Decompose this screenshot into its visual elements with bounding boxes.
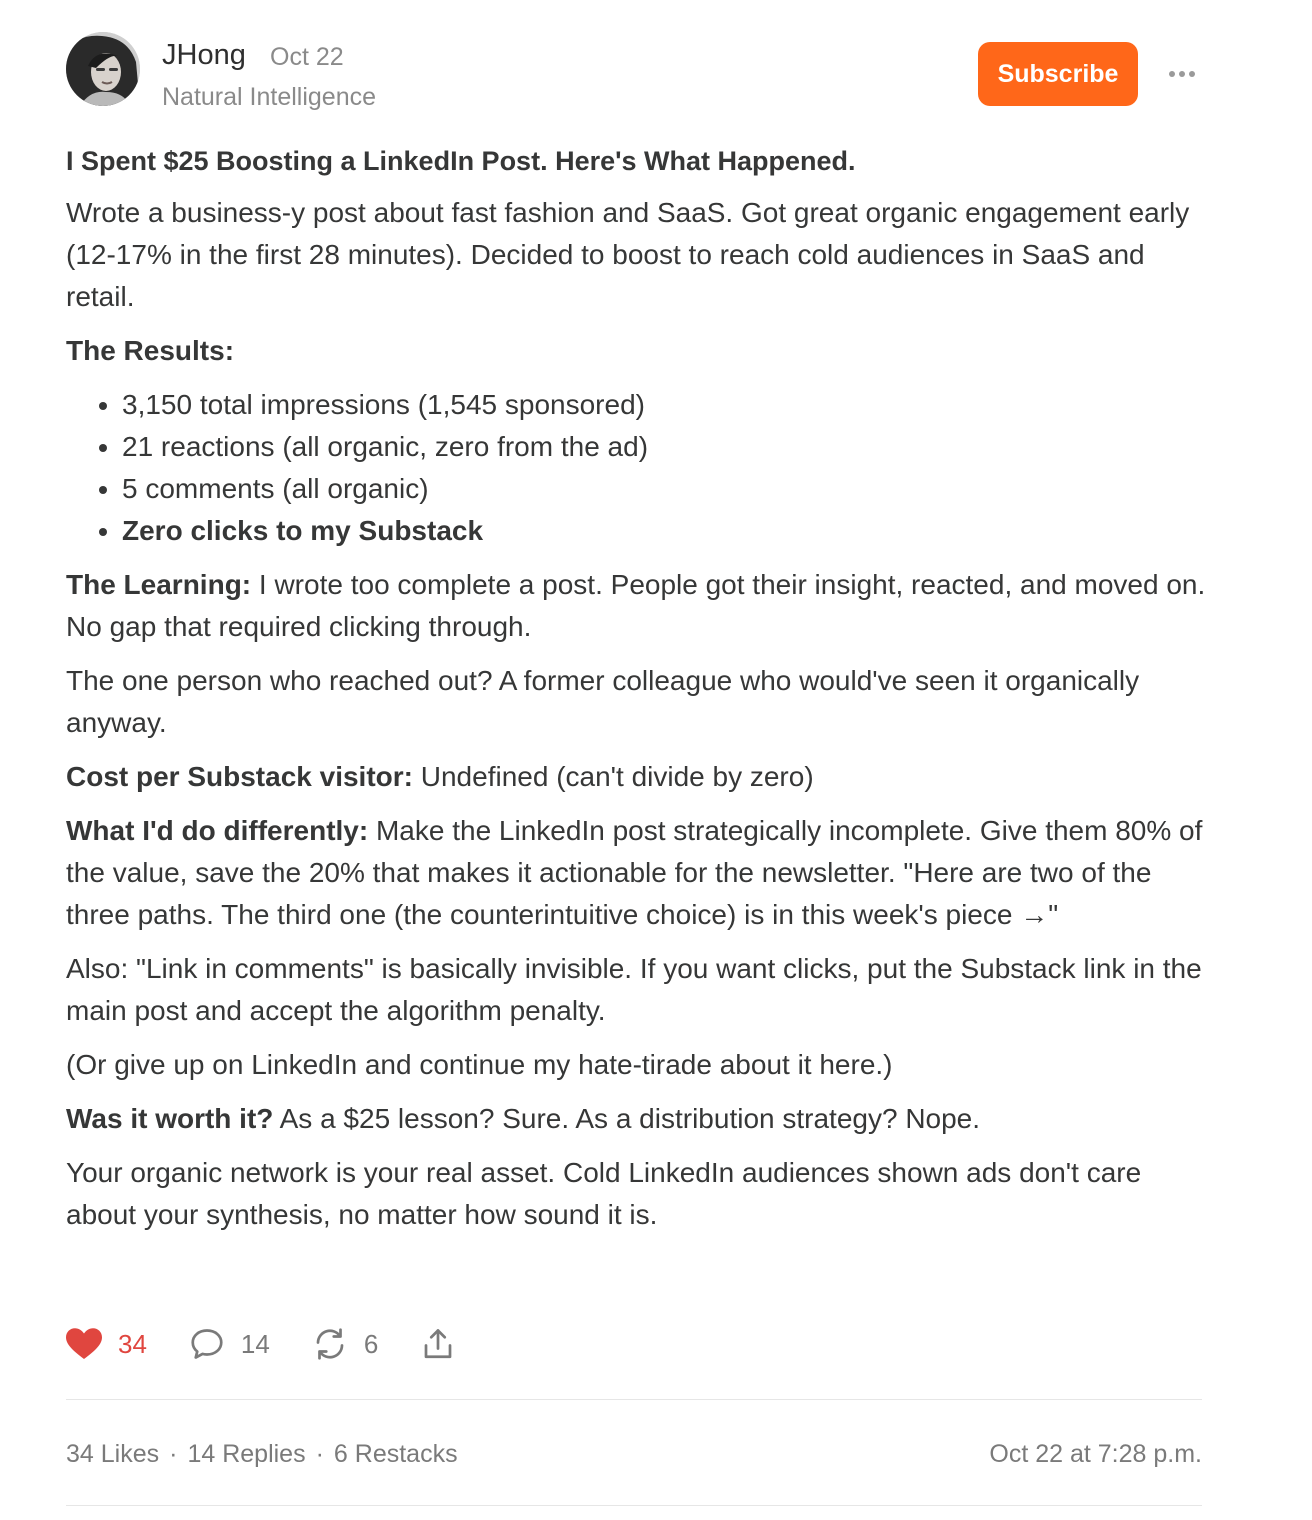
share-icon bbox=[420, 1326, 456, 1362]
differently-paragraph bbox=[66, 810, 1206, 936]
result-item-clicks bbox=[122, 510, 1206, 552]
more-options-button[interactable] bbox=[1166, 62, 1198, 86]
avatar-image bbox=[66, 32, 140, 106]
results-heading-text: The Results: bbox=[66, 335, 235, 366]
separator: · bbox=[315, 1440, 324, 1468]
worth-label: Was it worth it? bbox=[66, 1103, 274, 1134]
footer-stats bbox=[66, 1436, 458, 1472]
publication-name[interactable]: Natural Intelligence bbox=[162, 83, 377, 111]
results-heading bbox=[66, 330, 1206, 372]
result-item-impressions: • 3,150 total impressions (1,545 sponsored) bbox=[122, 384, 1206, 426]
action-bar bbox=[66, 1322, 566, 1366]
comment-icon bbox=[189, 1326, 225, 1362]
give-up-paragraph: (Or give up on LinkedIn and continue my hate-tirade about it here.) bbox=[66, 1049, 893, 1080]
cost-text: Undefined (can't divide by zero) bbox=[412, 761, 814, 792]
replies-link[interactable]: 14 Replies bbox=[187, 1440, 306, 1468]
divider-top bbox=[66, 1399, 1202, 1400]
restacks-link[interactable]: 6 Restacks bbox=[333, 1440, 458, 1468]
post-title: I Spent $25 Boosting a LinkedIn Post. Here's What Happened. bbox=[66, 146, 856, 176]
learning-label: The Learning: bbox=[66, 569, 252, 600]
differently-text: Make the LinkedIn post strategically incomplete. Give them 80% of the value, save the 20% that makes it actionable for the newsletter. "Here are two of the three paths. The third one (the counterintuitive choice) is in this week's piece →" bbox=[66, 815, 1203, 930]
post-date[interactable]: Oct 22 bbox=[270, 43, 344, 71]
divider-bottom bbox=[66, 1505, 1202, 1506]
restack-count: 6 bbox=[363, 1328, 379, 1359]
cost-label: Cost per Substack visitor: bbox=[66, 761, 413, 792]
learning-paragraph bbox=[66, 564, 1206, 648]
more-horizontal-icon bbox=[1168, 70, 1196, 78]
result-item-clicks-text: Zero clicks to my Substack bbox=[122, 515, 484, 546]
comment-count: 14 bbox=[240, 1328, 270, 1359]
closing-paragraph: Your organic network is your real asset. Cold LinkedIn audiences shown ads don't care about your synthesis, no matter how sound it is. bbox=[66, 1157, 1142, 1230]
comment-button[interactable] bbox=[189, 1326, 270, 1362]
like-count: 34 bbox=[118, 1328, 147, 1359]
also-paragraph: Also: "Link in comments" is basically invisible. If you want clicks, put the Substack link in the main post and accept the algorithm penalty. bbox=[66, 953, 1202, 1026]
like-button[interactable] bbox=[66, 1327, 147, 1361]
worth-paragraph bbox=[66, 1098, 1206, 1140]
post-timestamp[interactable]: Oct 22 at 7:28 p.m. bbox=[989, 1440, 1202, 1468]
separator: · bbox=[169, 1440, 178, 1468]
intro-paragraph: Wrote a business-y post about fast fashion and SaaS. Got great organic engagement early (12-17% in the first 28 minutes). Decided to boost to reach cold audiences in SaaS and retail. bbox=[66, 197, 1190, 312]
cost-paragraph bbox=[66, 756, 1206, 798]
restack-button[interactable] bbox=[312, 1326, 378, 1362]
author-name[interactable]: JHong bbox=[162, 39, 246, 71]
learning-text: I wrote too complete a post. People got their insight, reacted, and moved on. No gap that required clicking through. bbox=[66, 569, 1206, 642]
worth-text: As a $25 lesson? Sure. As a distribution strategy? Nope. bbox=[273, 1103, 981, 1134]
heart-icon bbox=[66, 1327, 102, 1361]
likes-link[interactable]: 34 Likes bbox=[66, 1440, 160, 1468]
one-person-paragraph: The one person who reached out? A former colleague who would've seen it organically anyway. bbox=[66, 665, 1140, 738]
author-avatar[interactable] bbox=[66, 32, 140, 106]
note-body bbox=[66, 140, 1206, 1248]
subscribe-button[interactable]: Subscribe bbox=[978, 42, 1138, 106]
share-button[interactable] bbox=[420, 1326, 456, 1362]
result-item-reactions: • 21 reactions (all organic, zero from the ad) bbox=[122, 426, 1206, 468]
results-list bbox=[66, 384, 1206, 552]
restack-icon bbox=[312, 1326, 348, 1362]
differently-label: What I'd do differently: bbox=[66, 815, 369, 846]
result-item-comments: • 5 comments (all organic) bbox=[122, 468, 1206, 510]
